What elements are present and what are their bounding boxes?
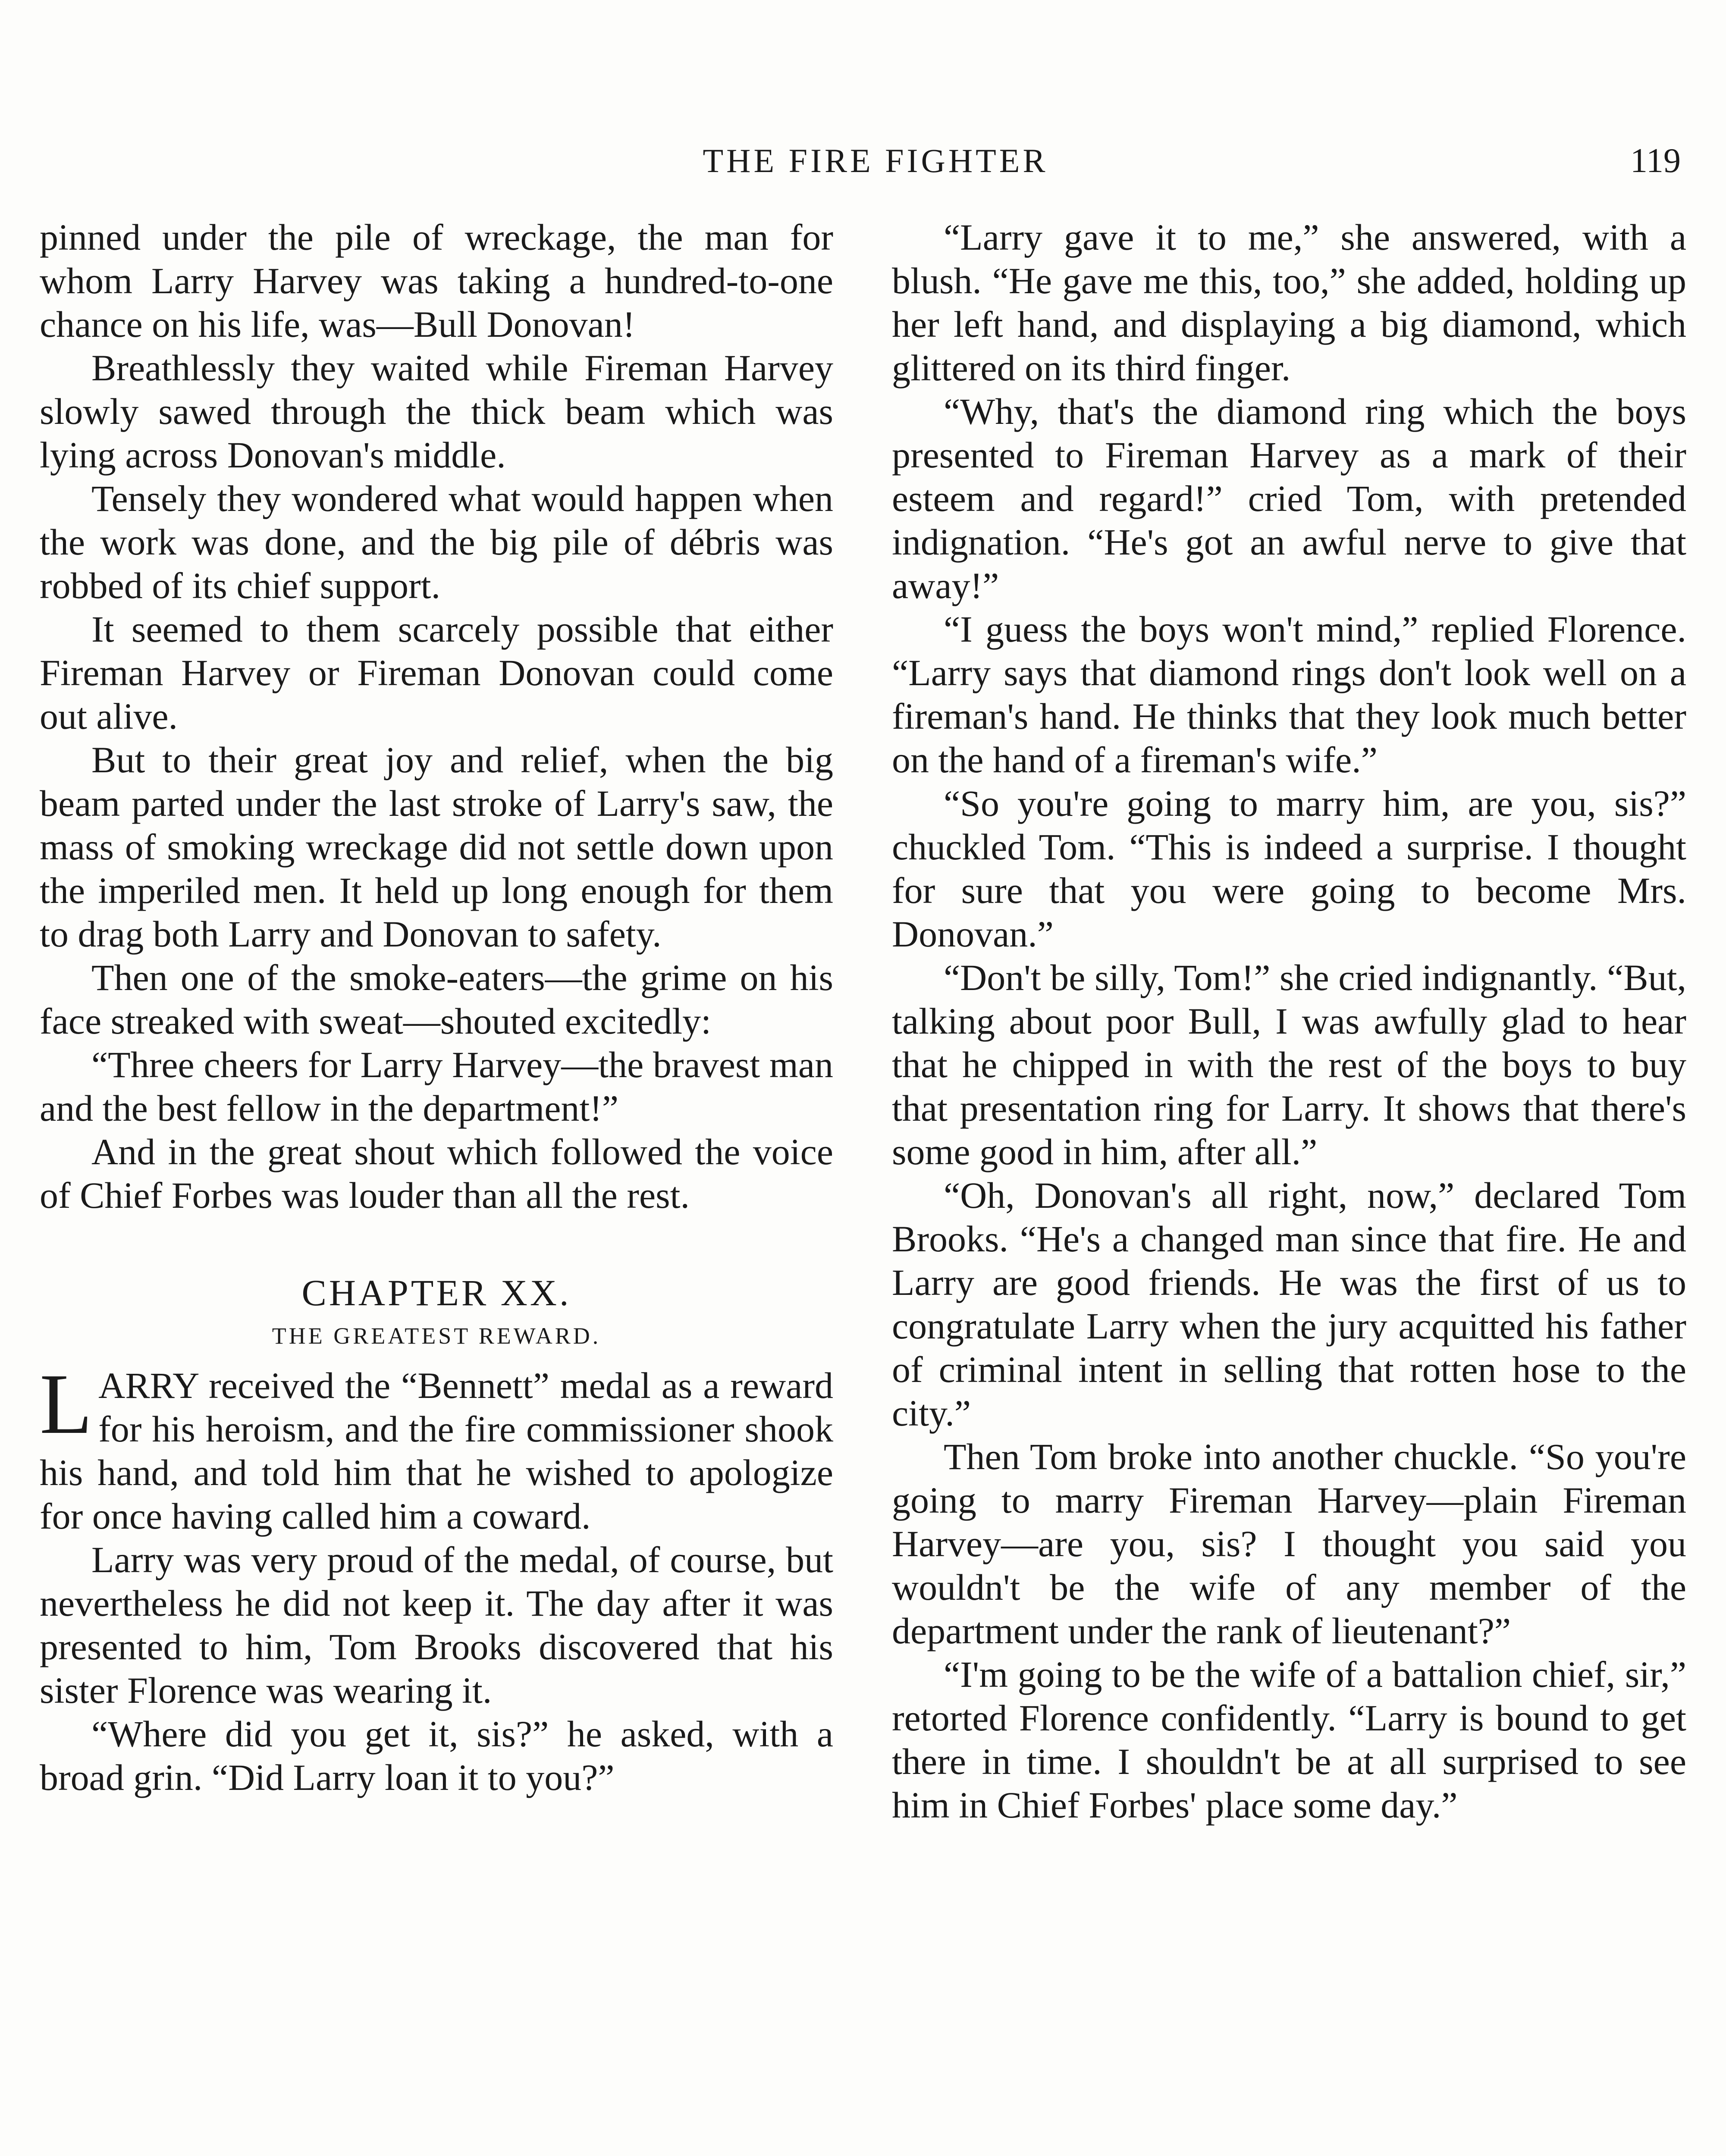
paragraph: “So you're going to marry him, are you, sis?” chuckled Tom. “This is indeed a surprise. I thought for sure that you were going to become Mrs. Donovan.” <box>892 783 1686 955</box>
chapter-subtitle: THE GREATEST REWARD. <box>272 1323 601 1349</box>
paragraph: “Don't be silly, Tom!” she cried indignantly. “But, talking about poor Bull, I was awfully glad to hear that he chipped in with the rest of the boys to buy that presentation ring for Larry. It shows that there's some good in him, after all.” <box>892 957 1686 1172</box>
chapter-title: CHAPTER XX. <box>301 1272 571 1313</box>
paragraph: And in the great shout which followed the voice of Chief Forbes was louder than all the rest. <box>40 1131 833 1216</box>
paragraph: “Where did you get it, sis?” he asked, with a broad grin. “Did Larry loan it to you?” <box>40 1713 833 1798</box>
paragraph: But to their great joy and relief, when the big beam parted under the last stroke of Larry's saw, the mass of smoking wreckage did not settle down upon the imperiled men. It held up long enough for them to drag both Larry and Donovan to safety. <box>40 739 833 955</box>
chapter-heading <box>40 1269 833 1355</box>
page-number: 119 <box>1630 142 1681 180</box>
paragraph: “Why, that's the diamond ring which the boys presented to Fireman Harvey as a mark of their esteem and regard!” cried Tom, with pretended indignation. “He's got an awful nerve to give that away!” <box>892 391 1686 606</box>
paragraph: It seemed to them scarcely possible that either Fireman Harvey or Fireman Donovan could come out alive. <box>40 608 833 737</box>
paragraph: Larry was very proud of the medal, of course, but nevertheless he did not keep it. The day after it was presented to him, Tom Brooks discovered that his sister Florence was wearing it. <box>40 1539 833 1711</box>
page-header <box>0 137 1726 189</box>
drop-cap: L <box>40 1357 93 1452</box>
paragraph: “I guess the boys won't mind,” replied Florence. “Larry says that diamond rings don't look well on a fireman's hand. He thinks that they look much better on the hand of a fireman's wife.” <box>892 608 1686 780</box>
paragraph: “Three cheers for Larry Harvey—the bravest man and the best fellow in the department!” <box>40 1044 833 1129</box>
opening-paragraph <box>40 1357 833 1538</box>
running-title: THE FIRE FIGHTER <box>703 142 1048 179</box>
left-column <box>40 216 833 1799</box>
paragraph: “Larry gave it to me,” she answered, with a blush. “He gave me this, too,” she added, holding up her left hand, and displaying a big diamond, which glittered on its third finger. <box>892 216 1686 389</box>
paragraph: “I'm going to be the wife of a battalion chief, sir,” retorted Florence confidently. “Larry is bound to get there in time. I shouldn't be at all surprised to see him in Chief Forbes' place some day.” <box>892 1654 1686 1826</box>
right-column <box>892 216 1686 1827</box>
paragraph: pinned under the pile of wreckage, the man for whom Larry Harvey was taking a hundred-to-one chance on his life, was—Bull Donovan! <box>40 216 833 345</box>
paragraph: Tensely they wondered what would happen when the work was done, and the big pile of débris was robbed of its chief support. <box>40 478 833 606</box>
paragraph: Breathlessly they waited while Fireman Harvey slowly sawed through the thick beam which was lying across Donovan's middle. <box>40 347 833 476</box>
paragraph: Then one of the smoke-eaters—the grime on his face streaked with sweat—shouted excitedly: <box>40 957 833 1042</box>
opening-paragraph-text: ARRY received the “Bennett” medal as a reward for his heroism, and the fire commissioner shook his hand, and told him that he wished to apologize for once having called him a coward. <box>40 1365 833 1537</box>
paragraph: “Oh, Donovan's all right, now,” declared Tom Brooks. “He's a changed man since that fire. He and Larry are good friends. He was the first of us to congratulate Larry when the jury acquitted his father of criminal intent in selling that rotten hose to the city.” <box>892 1175 1686 1434</box>
paragraph: Then Tom broke into another chuckle. “So you're going to marry Fireman Harvey—plain Fireman Harvey—are you, sis? I thought you said you wouldn't be the wife of any member of the department under the rank of lieutenant?” <box>892 1436 1686 1651</box>
